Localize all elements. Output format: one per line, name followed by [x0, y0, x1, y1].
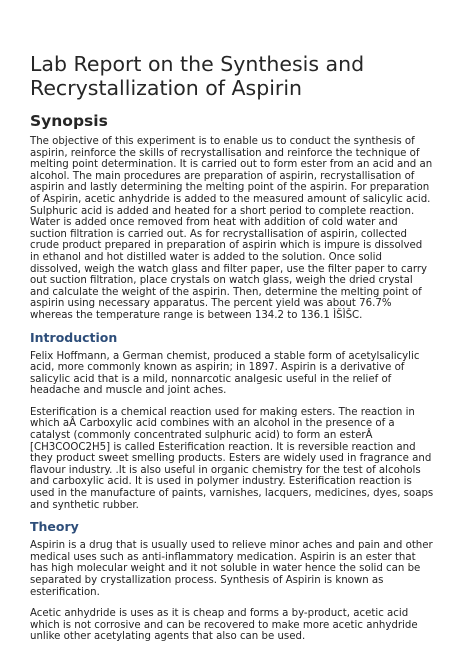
theory-paragraph-1: Aspirin is a drug that is usually used to relieve minor aches and pain and other medical uses such as anti-inflammatory medication. Aspirin is an ester that has high molecular weight and it not soluble in water hence the solid can be separated by crystallization process. Synthesis of Aspirin is known as esterification.	[30, 540, 433, 598]
theory-heading: Theory	[30, 519, 79, 535]
introduction-heading: Introduction	[30, 329, 118, 345]
introduction-paragraph-2: Esterification is a chemical reaction used for making esters. The reaction in which aÂ Carboxylic acid combines with an alcohol in the presence of a catalyst (commonly concentrated sulphuric acid) to form an esterÂ [CH3COOC2H5] is called Esterification reaction. It is reversible reaction and they product sweet smelling products. Esters are widely used in fragrance and flavour industry. .It is also useful in organic chemistry for the test of alcohols and carboxylic acid. It is used in polymer industry. Esterification reaction is used in the manufacture of paints, varnishes, lacquers, medicines, dyes, soaps and synthetic rubber.	[30, 406, 434, 511]
document-title: Lab Report on the Synthesis and Recrystallization of Aspirin	[30, 52, 365, 100]
theory-paragraph-2: Acetic anhydride is uses as it is cheap and forms a by-product, acetic acid which is not corrosive and can be recovered to make more acetic anhydride unlike other acetylating agents that also can be used.	[30, 608, 418, 643]
synopsis-heading: Synopsis	[30, 112, 108, 130]
introduction-paragraph-1: Felix Hoffmann, a German chemist, produced a stable form of acetylsalicylic acid, more commonly known as aspirin; in 1897. Aspirin is a derivative of salicylic acid that is a mild, nonnarcotic analgesic useful in the relief of headache and muscle and joint aches.	[30, 350, 420, 397]
synopsis-paragraph: The objective of this experiment is to enable us to conduct the synthesis of aspirin, reinforce the skills of recrystallisation and reinforce the technique of melting point determination. It is carried out to form ester from an acid and an alcohol. The main procedures are preparation of aspirin, recrystallisation of aspirin and lastly determining the melting point of the aspirin. For preparation of Aspirin, acetic anhydride is added to the measured amount of salicylic acid. Sulphuric acid is added and heated for a short period to complete reaction. Water is added once removed from heat with addition of cold water and suction filtration is carried out. As for recrystallisation of aspirin, collected crude product prepared in preparation of aspirin which is impure is dissolved in ethanol and hot distilled water is added to the solution. Once solid dissolved, weigh the watch glass and filter paper, use the filter paper to carry out suction filtration, place crystals on watch glass, weigh the dried crystal and calculate the weight of the aspirin. Then, determine the melting point of aspirin using necessary apparatus. The percent yield was about 76.7% whereas the temperature range is between 134.2 to 136.1 ÌŠÌŠC.	[30, 136, 433, 321]
